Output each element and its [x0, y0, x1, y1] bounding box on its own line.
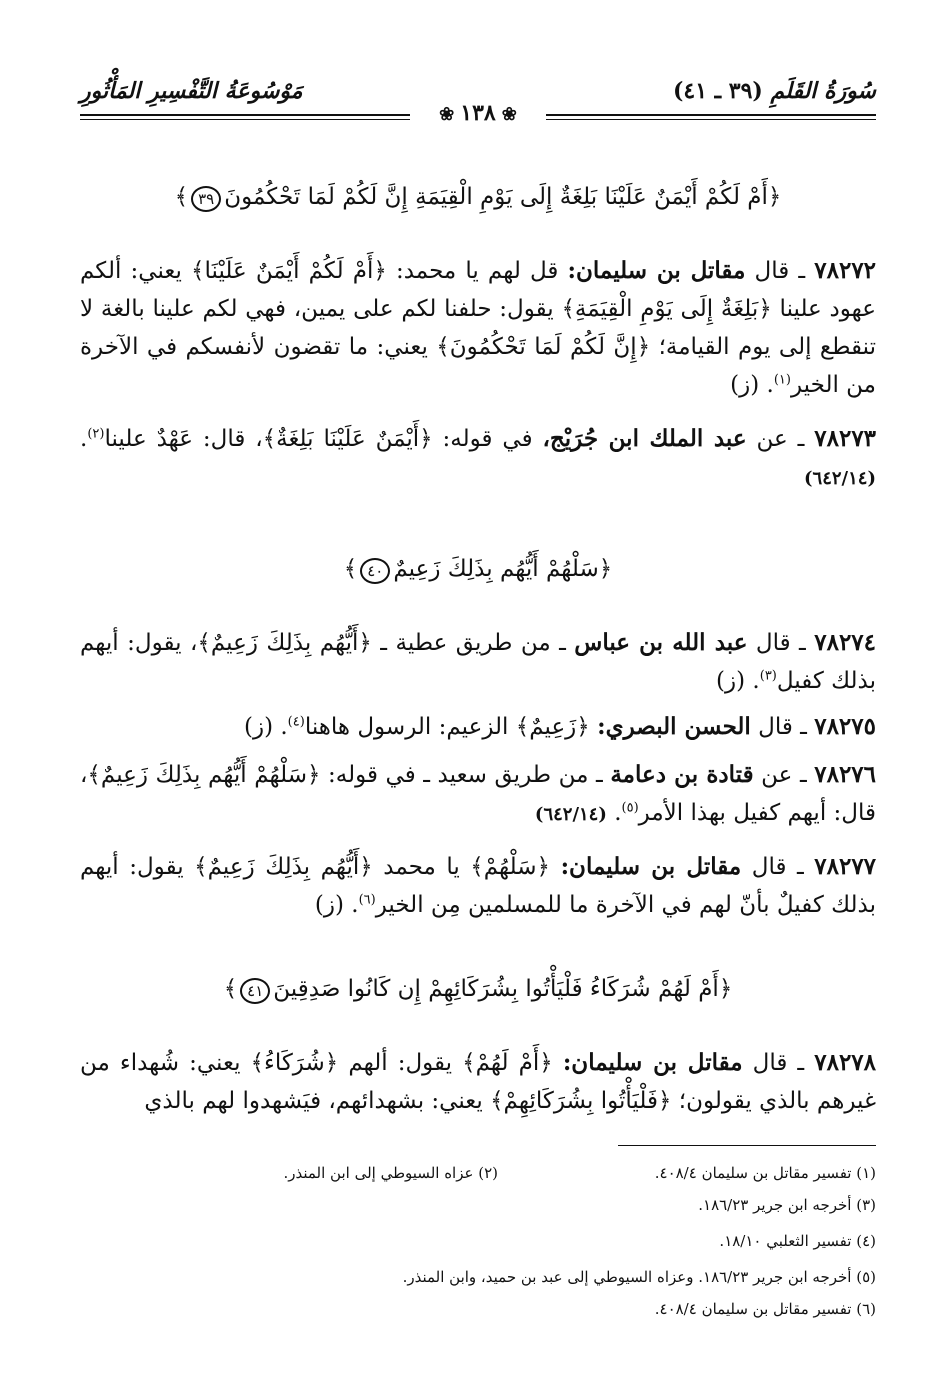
narration-text: ـ من طريق سعيد ـ في قوله: ﴿سَلْهُمْ أَيُّهُم بِذَلِكَ زَعِيمٌ﴾، قال: أيهم كفيل بهذا الأمر — [80, 762, 876, 826]
narration-number: ٧٨٢٧٨ — [814, 1049, 877, 1076]
header-rule-right — [546, 114, 876, 116]
narration-paragraph — [80, 1044, 876, 1120]
ornament-icon: ❀ — [439, 104, 455, 125]
narration-intro: ـ قال — [754, 258, 806, 284]
narration-intro: ـ عن — [761, 762, 807, 788]
header-rule-left-thin — [80, 119, 410, 120]
footnote-marker: (١) — [773, 372, 791, 388]
narration-paragraph — [80, 708, 876, 746]
narration-text: في قوله: ﴿أَيْمَنٌ عَلَيْنَا بَلِغَةٌ﴾، قال: عَهْدٌ علينا — [104, 426, 533, 452]
narration-intro: ـ قال — [755, 630, 806, 656]
page-number: ١٣٨ — [460, 100, 496, 126]
verse-text: ﴿أَمْ لَهُمْ شُرَكَاءُ فَلْيَأْتُوا بِشُرَكَائِهِمْ إِن كَانُوا صَدِقِينَ — [273, 976, 733, 1002]
narration-tail: . — [614, 800, 622, 826]
narration-tail: . (ز) — [716, 668, 760, 694]
verse-number-badge: ٤١ — [240, 978, 270, 1004]
verse-heading — [80, 184, 876, 212]
narration-intro: ـ قال — [752, 1050, 805, 1076]
verse-number-badge: ٤٠ — [360, 558, 390, 584]
narrator-name: الحسن البصري: — [597, 713, 751, 740]
narration-text: ﴿أَمْ لَهُمْ﴾ يقول: ألهم ﴿شُرَكَاءُ﴾ يعني: شُهداء من غيرهم بالذي يقولون؛ ﴿فَلْيَأْتُوا بِشُرَكَائِهِمْ﴾ يعني: بشهدائهم، فيَشهدوا لهم بالذي — [80, 1050, 876, 1114]
verse-number-badge: ٣٩ — [191, 186, 221, 212]
footnote-marker: (٢) — [87, 426, 105, 442]
verse-heading — [80, 976, 876, 1004]
narration-paragraph — [80, 420, 876, 498]
chapter-name: سُورَةُ القَلَمِ — [770, 78, 876, 104]
verse-heading — [80, 556, 876, 584]
narration-intro: ـ قال — [751, 854, 804, 880]
narration-text: قل لهم يا محمد: ﴿أَمْ لَكُمْ أَيْمَنٌ عَلَيْنَا﴾ يعني: ألكم عهود علينا ﴿بَلِغَةٌ إِلَى يَوْمِ الْقِيَمَةِ﴾ يقول: حلفنا لكم على يمين، فهي لكم علينا بالغة لا تنقطع إلى يوم القيامة؛ ﴿إِنَّ لَكُمْ لَمَا تَحْكُمُونَ﴾ يعني: ما تقضون لأنفسكم في الآخرة من الخير — [80, 258, 876, 398]
narration-text: ﴿زَعِيمٌ﴾ الزعيم: الرسول هاهنا — [304, 714, 590, 740]
narration-number: ٧٨٢٧٣ — [814, 425, 877, 452]
verse-text: ﴿سَلْهُمْ أَيُّهُم بِذَلِكَ زَعِيمٌ — [393, 556, 613, 582]
ornament-icon: ❀ — [501, 104, 517, 125]
narration-number: ٧٨٢٧٧ — [814, 853, 877, 880]
narration-number: ٧٨٢٧٤ — [814, 629, 877, 656]
narration-paragraph — [80, 624, 876, 700]
narrator-name: مقاتل بن سليمان: — [562, 1049, 743, 1076]
narration-paragraph — [80, 756, 876, 834]
narration-intro: ـ قال — [758, 714, 807, 740]
narration-paragraph — [80, 848, 876, 924]
footnote: (٦) تفسير مقاتل بن سليمان ٤٠٨/٤. — [654, 1300, 876, 1318]
book-title: مَوْسُوعَةُ التَّفْسِيرِ المَأْثُورِ — [80, 78, 303, 104]
narrator-name: قتادة بن دعامة — [610, 761, 754, 788]
narration-intro: ـ عن — [756, 426, 805, 452]
footnote: (١) تفسير مقاتل بن سليمان ٤٠٨/٤. — [654, 1164, 876, 1182]
verse-close-bracket: ﴾ — [343, 556, 358, 582]
narration-text: ﴿سَلْهُمْ﴾ يا محمد ﴿أَيُّهُم بِذَلِكَ زَعِيمٌ﴾ يقول: أيهم بذلك كفيلٌ بأنّ لهم في الآخرة ما للمسلمين مِن الخير — [80, 854, 876, 918]
narration-paragraph — [80, 252, 876, 404]
page-number-block — [433, 100, 523, 126]
footnote: (٤) تفسير الثعلبي ١٨/١٠. — [719, 1232, 876, 1250]
footnote: (٥) أخرجه ابن جرير ١٨٦/٢٣. وعزاه السيوطي إلى عبد بن حميد، وابن المنذر. — [402, 1268, 876, 1286]
verse-close-bracket: ﴾ — [223, 976, 238, 1002]
footnote-marker: (٥) — [621, 800, 639, 816]
narrator-name: مقاتل بن سليمان: — [560, 853, 742, 880]
narration-tail: . (ز) — [730, 372, 774, 398]
verse-close-bracket: ﴾ — [174, 184, 189, 210]
narration-tail: . (ز) — [243, 714, 288, 740]
narration-number: ٧٨٢٧٥ — [814, 713, 876, 740]
footnote-marker: (٤) — [287, 714, 305, 730]
volume-reference: (٦٤٢/١٤) — [534, 804, 607, 825]
header-rule-left — [80, 114, 410, 116]
narration-tail: . — [80, 426, 88, 452]
chapter-heading — [673, 78, 876, 104]
volume-reference: (٦٤٢/١٤) — [804, 468, 876, 489]
footnote-marker: (٣) — [759, 668, 777, 684]
page-header — [80, 78, 876, 126]
narration-tail: . (ز) — [314, 892, 359, 918]
verse-range: (٣٩ ـ ٤١) — [672, 78, 763, 104]
verse-text: ﴿أَمْ لَكُمْ أَيْمَنٌ عَلَيْنَا بَلِغَةٌ إِلَى يَوْمِ الْقِيَمَةِ إِنَّ لَكُمْ لَمَا تَحْكُمُونَ — [224, 184, 782, 210]
footnote-separator — [618, 1145, 876, 1146]
narrator-name: عبد الله بن عباس — [574, 629, 748, 656]
footnote: (٢) عزاه السيوطي إلى ابن المنذر. — [283, 1164, 498, 1182]
narration-text: ـ من طريق عطية ـ ﴿أَيُّهُم بِذَلِكَ زَعِيمٌ﴾، يقول: أيهم بذلك كفيل — [80, 630, 876, 694]
narration-number: ٧٨٢٧٦ — [814, 761, 877, 788]
footnote-marker: (٦) — [358, 892, 376, 908]
narrator-name: مقاتل بن سليمان: — [567, 257, 746, 284]
header-rule-right-thin — [546, 119, 876, 120]
footnote: (٣) أخرجه ابن جرير ١٨٦/٢٣. — [698, 1196, 876, 1214]
narration-number: ٧٨٢٧٢ — [814, 257, 877, 284]
narrator-name: عبد الملك ابن جُرَيْج، — [542, 425, 747, 452]
